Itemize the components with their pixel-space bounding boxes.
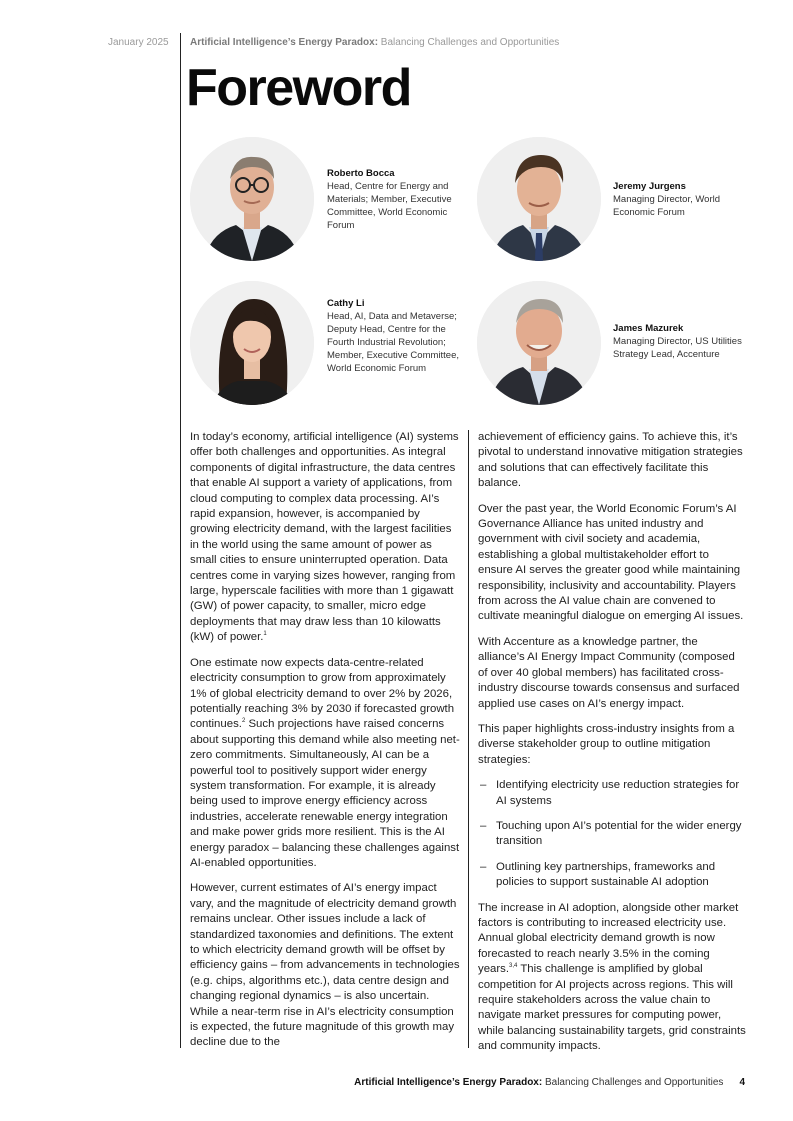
person-card-jeremy-jurgens (613, 180, 758, 219)
column-divider (468, 430, 469, 1048)
person-name: Cathy Li (327, 298, 365, 309)
person-name: Roberto Bocca (327, 168, 395, 179)
paragraph: However, current estimates of AI’s energy impact vary, and the magnitude of electricity demand growth remains unclear. Other issues include a lack of standardized taxonomies and definitions. The extent to which electricity demand growth will be offset by efficiency gains – from advancements in technologies (e.g. chips, algorithms etc.), data centre design and changing regional dynamics – is also uncertain. While a near-term rise in AI’s electricity consumption is expected, the future magnitude of this growth may decline due to the (190, 882, 460, 1049)
paragraph: This paper highlights cross-industry insights from a diverse stakeholder group to outline mitigation strategies: (478, 722, 735, 766)
paragraph: In today’s economy, artificial intelligence (AI) systems offer both challenges and opportunities. As integral components of digital infrastructure, the data centres that enable AI support a variety of applications, from cloud computing to complex data processing. AI’s rapid expansion, however, is accompanied by growing electricity demand, with the largest facilities in the world using the same amount of power as small cities to ensure uninterrupted operation. Data centres come in varying sizes however, ranging from large, hyperscale facilities with more than 1 gigawatt (GW) of power capacity, to smaller, micro edge deployments that may draw less than 10 kilowatts (kW) of power.$^1$ (190, 431, 459, 644)
paragraph: Over the past year, the World Economic Forum’s AI Governance Alliance has united industry and government with civil society and academia, establishing a global multistakeholder effort to ensure AI serves the greater good while maintaining responsibility, inclusivity and accountability. Players from across the AI value chain are convened to cultivate meaningful dialogue on emerging AI issues. (478, 502, 744, 623)
footer-title-rest: Balancing Challenges and Opportunities (542, 1077, 724, 1088)
list-item: – Outlining key partnerships, frameworks and policies to support sustainable AI adoption (480, 860, 716, 889)
person-card-roberto-bocca (327, 167, 472, 232)
portrait-jeremy-jurgens (477, 137, 601, 261)
person-name: Jeremy Jurgens (613, 181, 686, 192)
paragraph: achievement of efficiency gains. To achieve this, it’s pivotal to understand innovative mitigation strategies and solutions that can effectively facilitate this balance. (478, 431, 743, 490)
paragraph: One estimate now expects data-centre-related electricity consumption to grow from approximately 1% of global electricity demand to over 2% by 2026, potentially reaching 3% by 2030 if forecasted growth continues.$^2$ Such projections have raised concerns about supporting this demand while also meeting net-zero commitments. Simultaneously, AI can be a powerful tool to positively support wider energy system transformation. For example, it is already being used to improve energy efficiency across industries, accelerate renewable energy integration and make power grids more resilient. This is the AI energy paradox – balancing these challenges against AI-enabled opportunities. (190, 656, 460, 869)
body-column-right (478, 430, 746, 1065)
body-column-left (190, 430, 460, 1061)
person-card-cathy-li (327, 297, 472, 375)
header-date: January 2025 (108, 37, 169, 48)
person-role: Head, Centre for Energy and Materials; Member, Executive Committee, World Economic Forum (327, 181, 452, 231)
portrait-cathy-li (190, 281, 314, 405)
list-item: – Touching upon AI’s potential for the wider energy transition (480, 819, 742, 848)
person-role: Managing Director, US Utilities Strategy Lead, Accenture (613, 336, 742, 360)
page-title: Foreword (186, 59, 411, 117)
header-title-bold: Artificial Intelligence’s Energy Paradox: (190, 37, 379, 48)
header-title-rest: Balancing Challenges and Opportunities (378, 37, 560, 48)
footer-title-bold: Artificial Intelligence’s Energy Paradox: (354, 1077, 543, 1088)
header-report-title (190, 37, 559, 48)
strategy-list (478, 778, 746, 890)
footer (354, 1077, 745, 1088)
portrait-roberto-bocca (190, 137, 314, 261)
person-role: Managing Director, World Economic Forum (613, 194, 721, 218)
paragraph: The increase in AI adoption, alongside other market factors is contributing to increased electricity use. Annual global electricity demand growth is now forecasted to reach nearly 3.5% in the coming years.$^{3,4}$ This challenge is amplified by global competition for AI projects across regions. This will require stakeholders across the value chain to navigate market pressures for computing power, while balancing sustainability targets, grid constraints and community impacts. (478, 901, 746, 1053)
person-card-james-mazurek (613, 322, 758, 361)
paragraph: With Accenture as a knowledge partner, the alliance’s AI Energy Impact Community (composed of over 40 global members) has facilitated cross-industry discourse towards consensus and surfaced applied use cases on AI’s energy impact. (478, 635, 740, 710)
portrait-james-mazurek (477, 281, 601, 405)
left-rule (180, 33, 181, 1048)
page-number: 4 (739, 1077, 745, 1088)
person-name: James Mazurek (613, 323, 684, 334)
list-item: – Identifying electricity use reduction strategies for AI systems (480, 779, 740, 807)
person-role: Head, AI, Data and Metaverse; Deputy Head, Centre for the Fourth Industrial Revolution; Member, Executive Committee, World Economic Forum (327, 311, 459, 374)
